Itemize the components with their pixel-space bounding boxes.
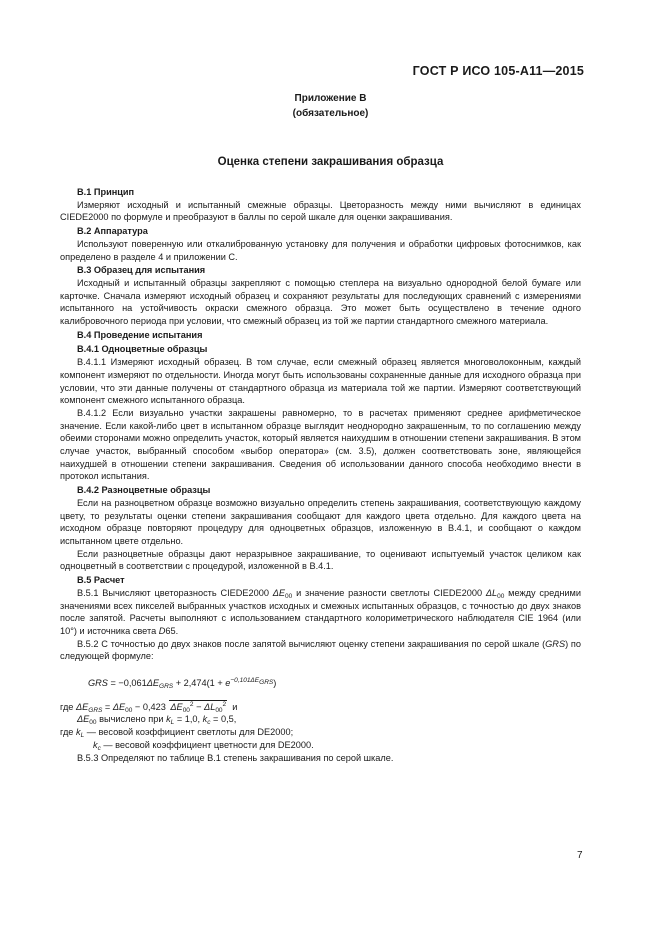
b51-text-1: В.5.1 Вычисляют цветоразность CIEDE2000 — [77, 587, 273, 598]
b51-text-2: и значение разности светлоты CIEDE2000 — [292, 587, 486, 598]
paragraph-b42-1: Если на разноцветном образце возможно визуально определить степень закрашивания, соответствующую каждому цвету, то результаты оценки степени закрашивания сообщают для каждого цвета отдельно. Для каждого цвета на исходном образце повторяют процедуру для одноцветных образцов, изложенную в В.4.1, и сообщают о каждом испытанном цвете отдельно. — [60, 497, 581, 546]
paragraph-b2: Используют поверенную или откалиброванную установку для получения и обработки цифровых фотоснимков, как определено в разделе 4 и приложении С. — [60, 238, 581, 262]
b52-text-2: ) по следующей формуле: — [60, 638, 581, 662]
section-heading-b2: В.2 Аппаратура — [77, 226, 148, 237]
paragraph-b3: Исходный и испытанный образцы закрепляют с помощью степлера на визуально однородной белой бумаге или карточке. Сначала измеряют исходный образец и сохраняют результаты для последующих сравнений с измерениями испытанного на устойчивость окраски смежного образца. Это может быть осуществлено в течение одного калибровочного периода при условии, что смежный образец из той же партии стандартного смежного материала. — [60, 277, 581, 327]
paragraph-b53: В.5.3 Определяют по таблице В.1 степень закрашивания по серой шкале. — [77, 752, 394, 763]
paragraph-b42-2: Если разноцветные образцы дают неразрывное закрашивание, то оценивают испытуемый участок целиком как одноцветный в соответствии с процедурой, изложенной в В.4.1. — [60, 548, 581, 572]
section-heading-b41: В.4.1 Одноцветные образцы — [77, 344, 208, 355]
formula-where-1: где $\Delta E_{GRS} = \Delta E_{00} - 0,423$ $\Delta E_{00}^2 - \Delta L_{00}^2$ и — [60, 700, 238, 714]
section-heading-b1: В.1 Принцип — [77, 187, 135, 197]
section-heading-b3: В.3 Образец для испытания — [77, 265, 206, 276]
document-body — [60, 184, 581, 764]
document-code: ГОСТ Р ИСО 105-А11—2015 — [412, 64, 584, 78]
b51-text-3: между средними значениями всех пикселей выбранных участков исходных и смежных испытанных образцов, с точностью до двух знаков после запятой. Расчеты выполняют с использованием стандартного колориметрического наблюдателя CIE 1964 (или 10°) и источника света — [60, 587, 581, 636]
section-heading-b4: В.4 Проведение испытания — [77, 329, 203, 340]
b51-text-4: . — [175, 625, 179, 636]
section-heading-b42: В.4.2 Разноцветные образцы — [77, 485, 211, 496]
paragraph-b411: В.4.1.1 Измеряют исходный образец. В том случае, если смежный образец является многоволоконным, каждый компонент измеряют по отдельности. Иногда могут быть использованы сохраненные данные для исходного образца при условии, что эти данные получены от стандартного образца из материала той же партии. Измеряют соответствующий компонент смежного испытанного образца. — [60, 357, 581, 406]
document-title: Оценка степени закрашивания образца — [217, 156, 444, 168]
formula-where-2: $\Delta E_{00}$ вычислено при $k_L = 1,0$, $k_c = 0,5$, — [77, 714, 237, 727]
grs-formula: GRS = $-0,061\Delta E_{GRS} + 2,474(1 + e^{-0,101\Delta E_{GRS}})$ — [88, 676, 277, 691]
formula-where-3: где $k_L$ — весовой коэффициент светлоты для DE2000; — [60, 727, 294, 740]
formula-where-4: $k_c$ — весовой коэффициент цветности для DE2000. — [93, 739, 314, 752]
b52-text-1: В.5.2 С точностью до двух знаков после запятой вычисляют оценку степени закрашивания по серой шкале ( — [77, 638, 546, 649]
paragraph-b1: Измеряют исходный и испытанный смежные образцы. Цветоразность между ними вычисляют в единицах CIEDE2000 по формуле и преобразуют в баллы по серой шкале для оценки закрашивания. — [60, 199, 581, 223]
paragraph-b51: В.5.1 Вычисляют цветоразность CIEDE2000 $\Delta E_{00}$ и значение разности светлоты CIEDE2000 $\Delta L_{00}$ между средними значениями всех пикселей выбранных участков исходных и смежных испытанных образцов, с точностью до двух знаков после запятой. Расчеты выполняют с использованием стандартного колориметрического наблюдателя CIE 1964 (или 10°) и источника света D65. — [60, 587, 581, 636]
appendix-status: (обязательное) — [292, 108, 369, 119]
section-heading-b5: В.5 Расчет — [77, 575, 125, 586]
appendix-title: Приложение В — [294, 93, 367, 104]
paragraph-b52: В.5.2 С точностью до двух знаков после запятой вычисляют оценку степени закрашивания по серой шкале (GRS) по следующей формуле: — [60, 638, 581, 662]
page-number: 7 — [577, 850, 583, 861]
paragraph-b412: В.4.1.2 Если визуально участки закрашены равномерно, то в расчетах применяют среднее арифметическое значение. Если какой-либо цвет в испытанном образце выглядит неоднородно закрашенным, то по соглашению между обеими сторонами можно определить участок, который является наихудшим в отношении степени закрашивания. В этом случае участок, выбранный способом «выбор оператора» (см. 3.5), должен соответствовать зоне, являющейся наихудшей в отношении степени закрашивания. Сведения об использовании данного способа необходимо внести в протокол испытания. — [60, 407, 581, 482]
